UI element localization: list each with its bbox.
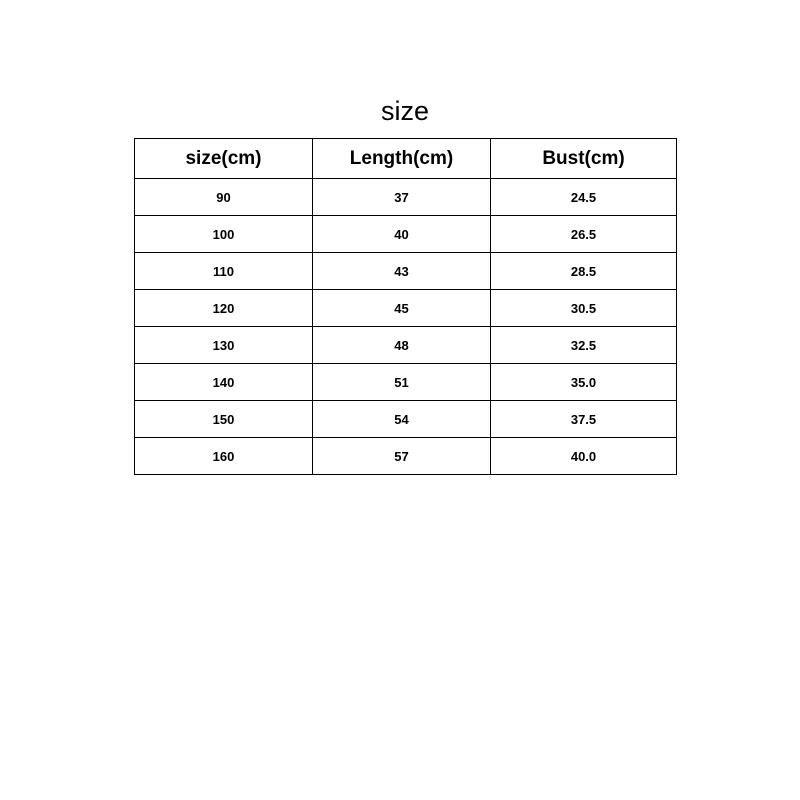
cell-size: 150	[135, 401, 313, 438]
table-row	[135, 216, 677, 253]
table-row	[135, 179, 677, 216]
cell-bust: 28.5	[491, 253, 677, 290]
page-title: size	[380, 96, 429, 126]
cell-length: 51	[313, 364, 491, 401]
cell-bust: 35.0	[491, 364, 677, 401]
cell-size: 120	[135, 290, 313, 327]
cell-size: 100	[135, 216, 313, 253]
header-length: Length(cm)	[313, 139, 491, 179]
cell-bust: 30.5	[491, 290, 677, 327]
header-size: size(cm)	[135, 139, 313, 179]
cell-size: 140	[135, 364, 313, 401]
size-chart-table	[134, 138, 677, 475]
cell-length: 40	[313, 216, 491, 253]
cell-bust: 37.5	[491, 401, 677, 438]
cell-bust: 24.5	[491, 179, 677, 216]
cell-size: 160	[135, 438, 313, 475]
cell-size: 90	[135, 179, 313, 216]
cell-length: 37	[313, 179, 491, 216]
cell-bust: 26.5	[491, 216, 677, 253]
cell-size: 130	[135, 327, 313, 364]
table-row	[135, 290, 677, 327]
cell-bust: 40.0	[491, 438, 677, 475]
table-row	[135, 253, 677, 290]
table-row	[135, 327, 677, 364]
table-row	[135, 401, 677, 438]
cell-length: 54	[313, 401, 491, 438]
cell-length: 43	[313, 253, 491, 290]
header-bust: Bust(cm)	[491, 139, 677, 179]
cell-bust: 32.5	[491, 327, 677, 364]
table-row	[135, 364, 677, 401]
table-header-row	[135, 139, 677, 179]
cell-size: 110	[135, 253, 313, 290]
table-row	[135, 438, 677, 475]
cell-length: 57	[313, 438, 491, 475]
cell-length: 45	[313, 290, 491, 327]
cell-length: 48	[313, 327, 491, 364]
